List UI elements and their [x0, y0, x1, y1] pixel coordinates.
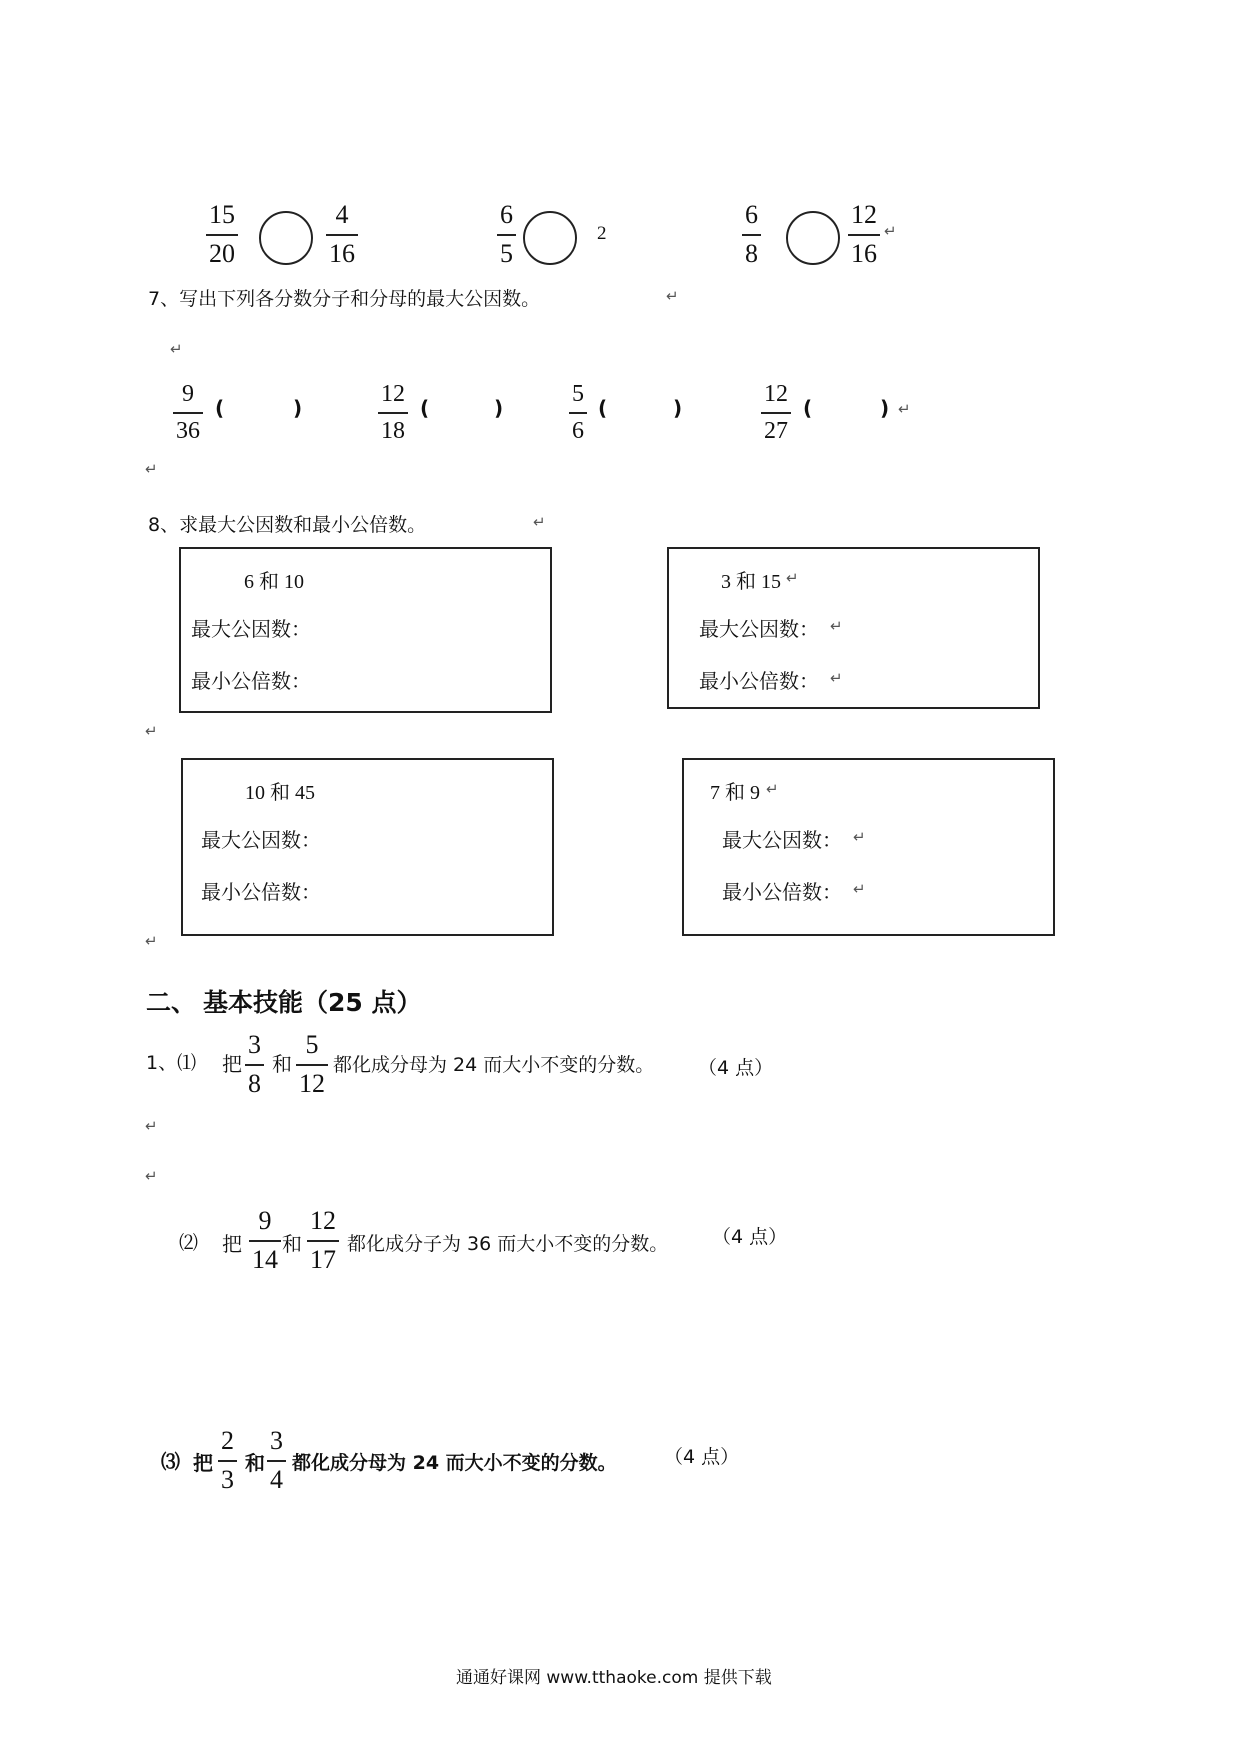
s2q2-ba: 把 — [222, 1232, 242, 1256]
s2q1-points: （4 点） — [698, 1057, 774, 1079]
s2q2-he: 和 — [282, 1232, 302, 1256]
close-paren: ) — [880, 396, 890, 420]
denominator: 17 — [310, 1245, 336, 1274]
section-2-title: 基本技能（25 点） — [203, 988, 422, 1017]
fraction-bar — [326, 234, 358, 236]
numerator: 12 — [381, 381, 405, 407]
number-pair: 6 和 10 — [244, 571, 304, 593]
fraction-5-6 — [569, 382, 587, 443]
lcm-label: 最小公倍数： — [699, 669, 819, 693]
numerator: 6 — [500, 200, 513, 229]
s2q1-ba: 把 — [222, 1052, 242, 1076]
fraction-bar — [497, 234, 516, 236]
fraction-3-4 — [267, 1428, 286, 1493]
denominator: 16 — [329, 239, 355, 268]
numerator: 9 — [258, 1206, 272, 1235]
s2q3-he: 和 — [245, 1451, 265, 1475]
section-2-number: 二、 — [146, 988, 197, 1017]
fraction-bar — [742, 234, 761, 236]
answer-box-3-15[interactable] — [667, 547, 1040, 709]
numerator: 6 — [745, 200, 758, 229]
compare-circle[interactable] — [259, 211, 313, 265]
numerator: 12 — [851, 200, 877, 229]
fraction-6-5 — [497, 202, 516, 267]
s2q3-ba: 把 — [193, 1451, 213, 1475]
s2q1-he: 和 — [272, 1052, 292, 1076]
question-8-text: 8、求最大公因数和最小公倍数。 — [148, 514, 427, 536]
fraction-12-27 — [761, 382, 791, 443]
return-mark: ↵ — [145, 1167, 158, 1185]
fraction-bar — [378, 412, 408, 414]
gcd-label: 最大公因数： — [201, 828, 321, 852]
s2q2-points: （4 点） — [712, 1226, 788, 1248]
s2q2-label: ⑵ — [179, 1232, 199, 1254]
s2q3-label: ⑶ — [161, 1451, 181, 1473]
fraction-15-20 — [206, 202, 238, 267]
return-mark: ↵ — [533, 513, 546, 531]
answer-box-6-10[interactable] — [179, 547, 552, 713]
open-paren: ( — [215, 396, 225, 420]
return-mark: ↵ — [853, 880, 866, 898]
denominator: 3 — [221, 1465, 234, 1494]
return-mark: ↵ — [830, 669, 843, 687]
numerator: 12 — [764, 381, 788, 407]
numerator: 4 — [335, 200, 349, 229]
compare-circle[interactable] — [523, 211, 577, 265]
fraction-bar — [206, 234, 238, 236]
numerator: 3 — [270, 1426, 283, 1455]
fraction-12-16 — [848, 202, 880, 267]
gcd-label: 最大公因数： — [191, 617, 311, 641]
fraction-6-8 — [742, 202, 761, 267]
fraction-bar — [173, 412, 203, 414]
denominator: 18 — [381, 418, 405, 444]
numerator: 9 — [182, 381, 194, 407]
denominator: 20 — [209, 239, 235, 268]
open-paren: ( — [420, 396, 430, 420]
footer-text: 通通好课网 www.tthaoke.com 提供下载 — [456, 1668, 772, 1688]
number-pair: 7 和 9 — [710, 782, 760, 804]
fraction-12-17 — [307, 1208, 339, 1273]
fraction-bar — [848, 234, 880, 236]
whole-number-2: 2 — [597, 223, 607, 244]
close-paren: ) — [494, 396, 504, 420]
denominator: 12 — [299, 1069, 325, 1098]
return-mark: ↵ — [766, 780, 779, 798]
lcm-label: 最小公倍数： — [191, 669, 311, 693]
fraction-2-3 — [218, 1428, 237, 1493]
fraction-5-12 — [296, 1032, 328, 1097]
open-paren: ( — [598, 396, 608, 420]
return-mark: ↵ — [830, 617, 843, 635]
fraction-bar — [761, 412, 791, 414]
return-mark: ↵ — [145, 722, 158, 740]
answer-box-10-45[interactable] — [181, 758, 554, 936]
denominator: 8 — [248, 1069, 261, 1098]
return-mark: ↵ — [145, 932, 158, 950]
close-paren: ) — [673, 396, 683, 420]
numerator: 15 — [209, 200, 235, 229]
fraction-bar — [245, 1064, 264, 1066]
denominator: 36 — [176, 418, 200, 444]
gcd-label: 最大公因数： — [699, 617, 819, 641]
fraction-12-18 — [378, 382, 408, 443]
fraction-9-14 — [249, 1208, 281, 1273]
gcd-label: 最大公因数： — [722, 828, 842, 852]
number-pair: 10 和 45 — [245, 782, 315, 804]
s2q1-label: 1、⑴ — [146, 1052, 197, 1074]
return-mark: ↵ — [786, 569, 799, 587]
numerator: 5 — [305, 1030, 319, 1059]
question-7-text: 7、写出下列各分数分子和分母的最大公因数。 — [148, 288, 541, 310]
fraction-bar — [307, 1240, 339, 1242]
denominator: 8 — [745, 239, 758, 268]
fraction-4-16 — [326, 202, 358, 267]
denominator: 5 — [500, 239, 513, 268]
denominator: 14 — [252, 1245, 278, 1274]
lcm-label: 最小公倍数： — [201, 880, 321, 904]
fraction-bar — [296, 1064, 328, 1066]
denominator: 27 — [764, 418, 788, 444]
s2q3-points: （4 点） — [664, 1446, 740, 1468]
open-paren: ( — [803, 396, 813, 420]
return-mark: ↵ — [884, 222, 897, 240]
fraction-9-36 — [173, 382, 203, 443]
denominator: 4 — [270, 1465, 283, 1494]
numerator: 2 — [221, 1426, 234, 1455]
close-paren: ) — [293, 396, 303, 420]
fraction-bar — [569, 412, 587, 414]
compare-circle[interactable] — [786, 211, 840, 265]
return-mark: ↵ — [145, 460, 158, 478]
return-mark: ↵ — [853, 828, 866, 846]
denominator: 16 — [851, 239, 877, 268]
denominator: 6 — [572, 418, 584, 444]
fraction-bar — [218, 1460, 237, 1462]
return-mark: ↵ — [666, 287, 679, 305]
numerator: 5 — [572, 381, 584, 407]
return-mark: ↵ — [898, 400, 911, 418]
lcm-label: 最小公倍数： — [722, 880, 842, 904]
answer-box-7-9[interactable] — [682, 758, 1055, 936]
fraction-bar — [267, 1460, 286, 1462]
s2q2-text: 都化成分子为 36 而大小不变的分数。 — [347, 1233, 669, 1255]
s2q1-text: 都化成分母为 24 而大小不变的分数。 — [333, 1054, 655, 1076]
numerator: 3 — [248, 1030, 261, 1059]
s2q3-text: 都化成分母为 24 而大小不变的分数。 — [292, 1452, 617, 1474]
return-mark: ↵ — [145, 1117, 158, 1135]
number-pair: 3 和 15 — [721, 571, 781, 593]
return-mark: ↵ — [170, 340, 183, 358]
numerator: 12 — [310, 1206, 336, 1235]
fraction-bar — [249, 1240, 281, 1242]
fraction-3-8 — [245, 1032, 264, 1097]
